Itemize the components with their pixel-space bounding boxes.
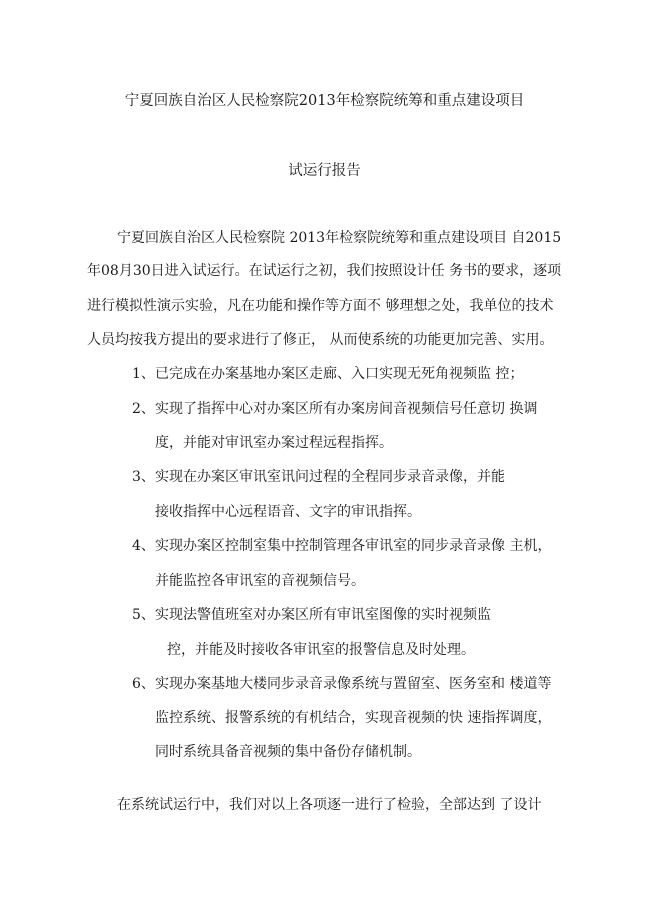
intro-line: 进行模拟性演示实验，凡在功能和操作等方面不 够理想之处，我单位的技术 [87,298,554,314]
list-item-number: 2、 [132,401,155,417]
list-item-text: 实现办案基地大楼同步录音录像系统与置留室、医务室和 楼道等 [155,676,552,692]
list-item-text: 并能监控各审讯室的音视频信号。 [155,573,365,589]
intro-line: 年08月30日进入试运行。在试运行之初，我们按照设计任 务书的要求，逐项 [87,263,562,279]
intro-line: 宁夏回族自治区人民检察院 2013年检察院统筹和重点建设项目 自2015 [117,230,562,246]
report-title: 宁夏回族自治区人民检察院2013年检察院统筹和重点建设项目 [124,93,525,109]
intro-line: 人员均按我方提出的要求进行了修正， 从而使系统的功能更加完善、实用。 [87,332,554,348]
list-item-text: 监控系统、报警系统的有机结合，实现音视频的快 速指挥调度， [155,710,552,726]
report-subtitle: 试运行报告 [288,163,361,179]
list-item-text: 控，并能及时接收各审讯室的报警信息及时处理。 [167,642,475,658]
list-item-number: 4、 [132,538,155,554]
list-item-number: 5、 [132,607,155,623]
list-item-text: 实现法警值班室对办案区所有审讯室图像的实时视频监 [155,607,491,623]
list-item-text: 实现在办案区审讯室讯问过程的全程同步录音录像，并能 [155,469,505,485]
list-item-number: 6、 [132,676,155,692]
list-item-text: 度，并能对审讯室办案过程远程指挥。 [155,435,393,451]
list-item-text: 实现了指挥中心对办案区所有办案房间音视频信号任意切 换调 [155,401,538,417]
list-item-number: 1、 [132,366,155,382]
list-item-text: 已完成在办案基地办案区走廊、入口实现无死角视频监 控； [155,366,524,382]
closing-line: 在系统试运行中，我们对以上各项逐一进行了检验，全部达到 了设计 [117,797,542,813]
list-item-text: 实现办案区控制室集中控制管理各审讯室的同步录音录像 主机， [155,538,552,554]
list-item-text: 接收指挥中心远程语音、文字的审讯指挥。 [155,504,421,520]
list-item-text: 同时系统具备音视频的集中备份存储机制。 [155,744,421,760]
list-item-number: 3、 [132,469,155,485]
